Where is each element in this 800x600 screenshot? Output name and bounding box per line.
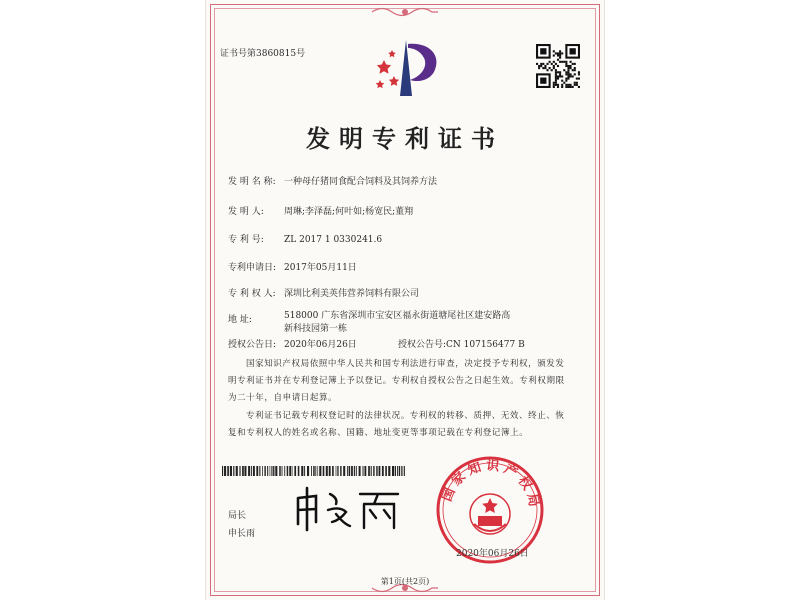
chief-name: 申长雨 [228, 529, 256, 539]
seal-text: 国家知识产权局 [439, 458, 542, 512]
signature-image [290, 484, 410, 532]
field-value: 周琳;李泽磊;何叶如;杨宽民;董翔 [284, 207, 414, 217]
seal-date: 2020年06月26日 [456, 549, 529, 559]
barcode-icon [222, 466, 406, 476]
field-address-label [228, 312, 284, 325]
field-label: 发 明 人: [228, 207, 264, 217]
address-line: 新科技园第一栋 [284, 324, 348, 334]
field-value: 2017年05月11日 [284, 263, 357, 273]
field-value: CN 107156477 B [446, 340, 525, 350]
qr-code-icon [536, 44, 580, 88]
field-label: 授权公告号: [398, 340, 447, 350]
chief-title: 局长 [228, 511, 247, 521]
page-indicator: 第1页(共2页) [380, 577, 430, 586]
ornament-top-icon [370, 5, 440, 19]
field-value: 一种母仔猪同食配合饲料及其饲养方法 [284, 177, 438, 187]
field-inventors [228, 204, 413, 217]
field-label: 发 明 名 称: [228, 177, 276, 187]
certificate-title: 发明专利证书 [306, 124, 504, 153]
field-label: 授权公告日: [228, 340, 277, 350]
field-label: 专 利 号: [228, 235, 264, 245]
field-value: 2020年06月26日 [284, 340, 357, 350]
certificate-number: 证书号第3860815号 [220, 49, 306, 59]
address-line: 518000 广东省深圳市宝安区福永街道塘尾社区建安路高 [284, 311, 511, 321]
field-address [284, 310, 514, 336]
field-label: 专 利 权 人: [228, 289, 276, 299]
field-label: 专利申请日: [228, 263, 277, 273]
legal-status-note: 专利证书记载专利权登记时的法律状况。专利权的转移、质押、无效、终止、恢复和专利权人的姓名或名称、国籍、地址变更等事项记载在专利登记簿上。 [228, 411, 565, 438]
field-label: 地 址: [228, 315, 252, 325]
field-application-date [228, 260, 357, 273]
grant-statement: 国家知识产权局依照中华人民共和国专利法进行审查，决定授予专利权，颁发发明专利证书并在专利登记簿上予以登记。专利权自授权公告之日起生效。专利权期限为二十年，自申请日起算。 [228, 359, 565, 403]
field-invention-name [228, 174, 437, 187]
patent-certificate [206, 0, 604, 600]
field-value: ZL 2017 1 0330241.6 [284, 235, 383, 245]
cnipa-logo-icon [368, 36, 444, 104]
field-patent-number [228, 232, 382, 245]
field-value: 深圳比利美英伟营养饲料有限公司 [284, 289, 420, 299]
field-patentee [228, 286, 419, 299]
field-grant-date [228, 337, 357, 350]
field-grant-number [398, 337, 525, 350]
